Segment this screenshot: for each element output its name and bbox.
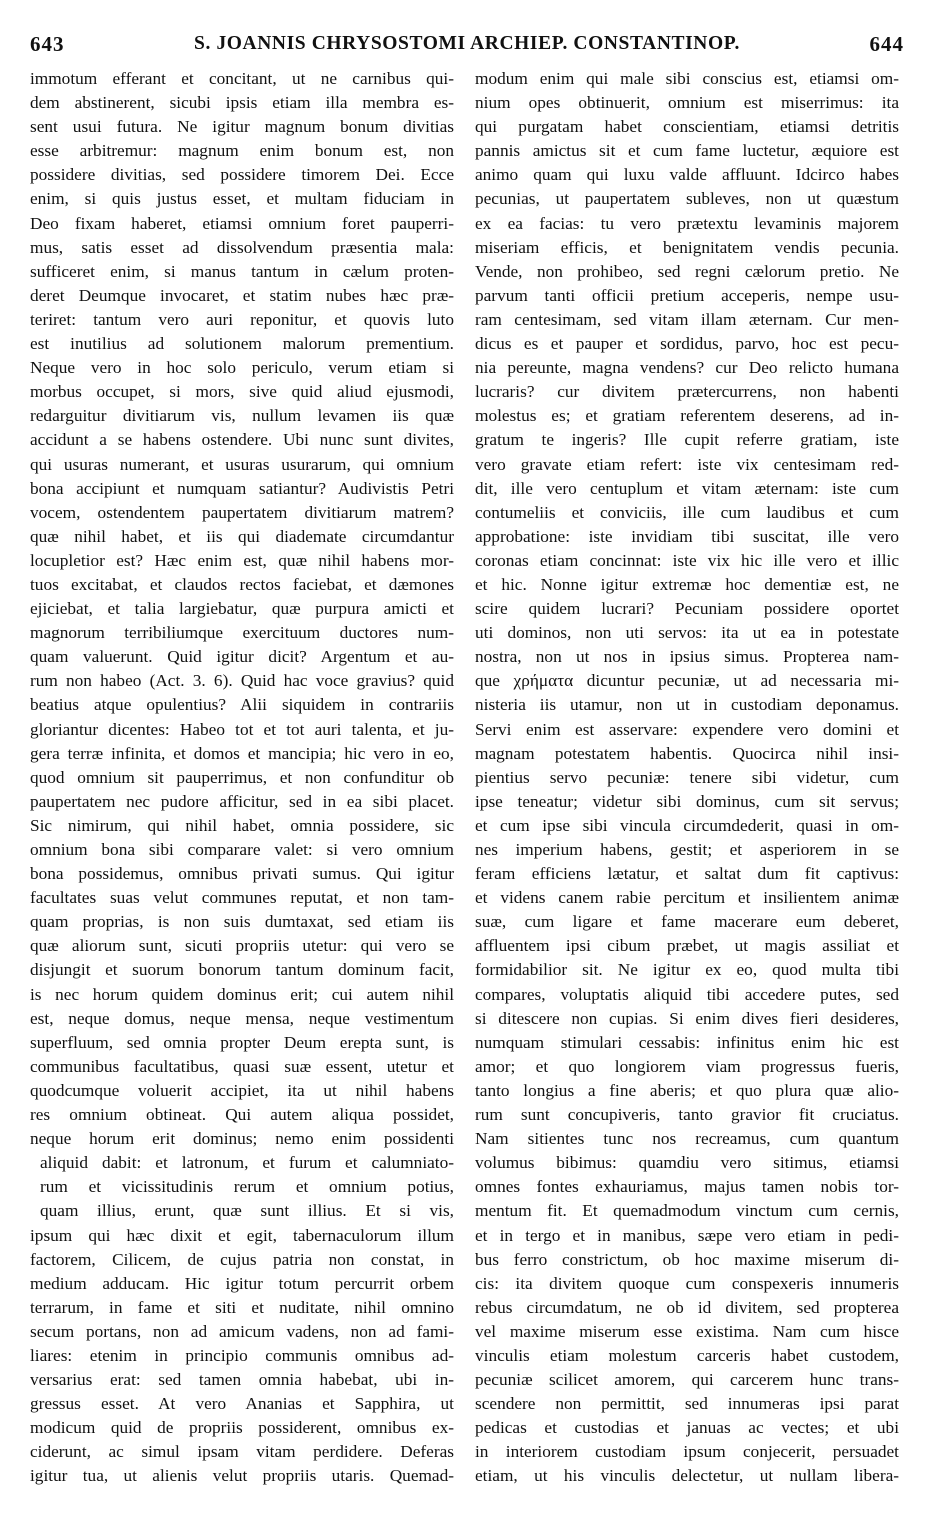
text-line: dicus es et pauper et sordidus, parvo, hoc est pecu- [475,334,899,354]
text-line: numquam stimulari cessabis: infinitus enim hic est [475,1032,899,1052]
text-line: res omnium obtineat. Qui autem aliqua possidet, [30,1105,454,1125]
left-text-column [30,67,454,1527]
text-line: liares: etenim in principio communis omnibus ad- [30,1345,454,1365]
text-line: ipsum qui hæc dixit et egit, tabernaculorum illum [30,1225,454,1245]
text-line: coronas etiam concinnat: iste vix hic ille vero et illic [475,550,899,570]
text-line: sent usui futura. Ne igitur magnum bonum divitias [30,117,454,137]
text-line: modicum quid de propriis possiderent, omnibus ex- [30,1418,454,1438]
text-line: possidere divitias, sed possidere timorem Dei. Ecce [30,165,454,185]
text-line: rum non habeo (Act. 3. 6). Quid hac voce gravius? quid [30,671,454,691]
text-line: si ditescere non cupias. Si enim dives fieri desideres, [475,1008,899,1028]
text-line: suæ, cum ligare et fame macerare eum deberet, [475,912,899,932]
text-line: sufficeret enim, si manus tantum in cælum proten- [30,261,454,281]
text-line: gressus esset. At vero Ananias et Sapphira, ut [30,1394,454,1414]
text-line: enim, si quis justus esset, et multam fiduciam in [30,189,454,209]
text-line: aliquid dabit: et latronum, et furum et calumniato- [40,1153,454,1173]
text-line: vinculis etiam molestum carceris habet custodem, [475,1345,899,1365]
text-line: et cum ipse sibi vincula circumdederit, quasi in om- [475,815,899,835]
text-line: rum sunt concupiveris, tanto gravior fit cruciatus. [475,1105,899,1125]
text-line: disjungit et suorum bonorum tantum dominum facit, [30,960,454,980]
text-line: contumeliis et conviciis, ille cum laudibus et cum [475,502,899,522]
text-line: accidunt a se habens ostendere. Ubi nunc sunt divites, [30,430,454,450]
text-line: is nec horum quidem dominus erit; cui autem nihil [30,984,454,1004]
text-line: qui usuras numerant, et usuras usurarum, qui omnium [30,454,454,474]
page-number-right: 644 [869,32,904,56]
text-line: que χρήματα dicuntur pecuniæ, ut ad necessaria mi- [475,671,899,691]
text-line: mus, satis esset ad dissolvendum præsentia mala: [30,237,454,257]
text-line: Neque vero in hoc solo periculo, verum etiam si [30,358,454,378]
page-number-left: 643 [30,32,65,56]
text-line: beatius atque opulentius? Alii siquidem in contrariis [30,695,454,715]
text-line: magnorum terribiliumque exercituum ductores num- [30,623,454,643]
text-line: feram efficiens lætatur, et saltat dum fit captivus: [475,864,899,884]
text-line: pecunias, ut paupertatem subleves, non ut quæstum [475,189,899,209]
text-line: medium adducam. Hic igitur totum percurrit orbem [30,1273,454,1293]
text-line: scendere non permittit, sed innumeras ipsi parat [475,1394,899,1414]
text-line: gratum te ingeris? Ille cupit referre gratiam, iste [475,430,899,450]
text-line: et hic. Nonne igitur extremæ hoc dementiæ est, ne [475,574,899,594]
text-line: ex ea facias: tu vero prætextu levaminis majorem [475,213,899,233]
text-line: et videns canem rabie percitum et insilientem animæ [475,888,899,908]
text-line: pecuniæ scilicet amorem, qui carcerem hunc trans- [475,1370,899,1390]
text-line: dem abstinerent, sicubi ipsis etiam illa membra es- [30,93,454,113]
text-line: nes imperium habens, gestit; et asperiorem in se [475,840,899,859]
text-line: compares, voluptatis aliquid tibi accedere putes, sed [475,984,899,1004]
text-line: lucraris? cur divitem prætercurrens, non habenti [475,382,899,402]
text-line: ejiciebat, et talia largiebatur, quæ purpura amicti et [30,599,454,619]
text-line: vocem, ostendentem paupertatem divitiarum matrem? [30,502,454,522]
text-line: igitur tua, ut alienis velut propriis utaris. Quemad- [30,1466,454,1486]
text-line: versarius erat: sed tamen omnia habebat, ubi in- [30,1370,454,1390]
text-line: cis: ita divitem quoque cum conspexeris innumeris [475,1273,899,1293]
text-line: et in tergo et in manibus, sæpe vero etiam in pedi- [475,1225,899,1245]
text-line: formidabilior sit. Ne igitur ex eo, quod multa tibi [475,960,899,980]
text-line: quam proprias, is non suis dumtaxat, sed etiam iis [30,912,454,932]
text-line: quod omnium sit pauperrimus, et non confunditur ob [30,767,454,787]
text-line: gloriantur dicentes: Habeo tot et tot auri talenta, et ju- [30,719,454,739]
text-line: rum et vicissitudinis rerum et omnium potius, [40,1177,454,1197]
text-line: approbatione: iste invidiam tibi suscitat, ille vero [475,526,899,546]
text-line: parvum tanti officii pretium acceperis, nempe usu- [475,285,899,305]
text-line: Servi enim est asservare: expendere vero domini et [475,719,899,739]
text-line: esse arbitremur: magnum enim bonum est, non [30,141,454,161]
text-line: Sic nimirum, qui nihil habet, omnia possidere, sic [30,815,454,835]
text-line: bona accipiunt et numquam satiantur? Audivistis Petri [30,478,454,498]
text-line: mentum fit. Et quemadmodum vinctum cum cernis, [475,1201,899,1221]
text-line: in interiorem custodiam ipsum conjecerit, persuadet [475,1442,899,1462]
text-line: deret Deumque invocaret, et statim nubes hæc præ- [30,285,454,305]
text-line: teriret: tantum vero auri reponitur, et quovis luto [30,309,454,329]
text-line: amor; et quo longiorem viam progressus fueris, [475,1056,899,1076]
text-line: quodcumque voluerit accipiet, ita ut nihil habens [30,1080,454,1100]
text-line: terrarum, in fame et siti et nuditate, nihil omnino [30,1297,454,1317]
text-line: affluentem ipsi cibum præbet, ut magis assiliat et [475,936,899,956]
text-line: omnium bona sibi comparare valet: si vero omnium [30,840,454,859]
text-line: etiam, ut his vinculis delectetur, ut nullam libera- [475,1466,899,1486]
text-line: locupletior est? Hæc enim est, quæ nihil habens mor- [30,550,454,570]
text-line: est inutilius ad solutionem malorum prementium. [30,334,454,354]
running-title: S. JOANNIS CHRYSOSTOMI ARCHIEP. CONSTANTINOP. [194,33,740,54]
text-line: pedicas et custodias et januas ac vectes; et ubi [475,1418,899,1438]
text-line: tuos excitabat, et claudos rectos faciebat, et dæmones [30,574,454,594]
text-line: est, neque domus, neque mensa, neque vestimentum [30,1008,454,1028]
text-line: paupertatem nec pudore afficitur, sed in ea sibi placet. [30,791,454,811]
text-line: quæ nihil habet, et iis qui diademate circumdantur [30,526,454,546]
text-line: morbus occupet, si mors, sive quid aliud ejusmodi, [30,382,454,402]
text-line: pannis amictus sit et cum fame luctetur, æquiore est [475,141,899,161]
text-line: secum portans, non ad amicum vadens, non ad fami- [30,1321,454,1341]
text-line: Vende, non prohibeo, sed regni cælorum pretio. Ne [475,261,899,281]
text-line: quam illius, erunt, quæ sunt illius. Et si vis, [40,1201,454,1221]
text-line: magnam potestatem habentis. Quocirca nihil insi- [475,743,899,763]
text-line: neque horum erit dominus; nemo enim possidenti [30,1129,454,1149]
text-line: pientius servo pecuniæ: tenere sibi videtur, cum [475,767,899,787]
text-line: omnes fontes exhauriamus, majus tamen nobis tor- [475,1177,899,1197]
text-line: Deo fixam haberet, etiamsi omnium foret pauperri- [30,213,454,233]
text-line: vero gravate etiam refert: iste vix centesimam red- [475,454,899,474]
text-line: molestus es; et gratiam referentem deserens, ad in- [475,406,899,426]
text-line: quam valuerunt. Quid igitur dicit? Argentum et au- [30,647,454,667]
text-line: miseriam efficis, et benignitatem vendis pecunia. [475,237,899,257]
text-line: rebus circumdatum, ne ob id divitem, sed propterea [475,1297,899,1317]
text-line: scire quidem lucrari? Pecuniam possidere oportet [475,599,899,619]
text-line: bus ferro constrictum, ob hoc maxime miserum di- [475,1249,899,1269]
text-line: superfluum, sed omnia propter Deum erepta sunt, is [30,1032,454,1052]
text-line: nisteria iis utamur, non ut in custodiam deponamus. [475,695,899,715]
text-line: redarguitur divitiarum vis, nullum levamen iis quæ [30,406,454,426]
text-line: nium opes obtinuerit, omnium est miserrimus: ita [475,93,899,113]
text-line: qui purgatam habet conscientiam, etiamsi detritis [475,117,899,137]
running-header [30,32,904,62]
text-line: uti dominos, non uti servos: ita ut ea in potestate [475,623,899,643]
text-line: quæ aliorum sunt, sicuti propriis utetur: qui vero se [30,936,454,956]
text-line: communibus facultatibus, quasi suæ essent, utetur et [30,1056,454,1076]
text-line: ipse teneatur; videtur sibi dominus, cum sit servus; [475,791,899,811]
text-line: ciderunt, ac simul ipsam vitam perdidere. Deferas [30,1442,454,1462]
text-line: ram centesimam, sed vitam illam æternam. Cur men- [475,309,899,329]
text-line: volumus bibimus: quamdiu vero sitimus, etiamsi [475,1153,899,1173]
text-line: immotum efferant et concitant, ut ne carnibus qui- [30,69,454,88]
right-text-column [475,67,899,1527]
text-line: animo quam qui luxu valde affluunt. Idcirco habes [475,165,899,185]
text-line: dit, ille vero centuplum et vitam æternam: iste cum [475,478,899,498]
text-line: modum enim qui male sibi conscius est, etiamsi om- [475,69,899,88]
text-line: nia pereunte, magna vendens? cur Deo relicto humana [475,358,899,378]
text-line: factorem, Cilicem, de cujus patria non constat, in [30,1249,454,1269]
text-line: gera terræ infinita, et domos et mancipia; hic vero in eo, [30,743,454,763]
text-line: facultates suas velut communes reputat, et non tam- [30,888,454,908]
text-line: vel maxime miserum esse existima. Nam cum hisce [475,1321,899,1341]
text-line: bona possidemus, omnibus privati sumus. Qui igitur [30,864,454,884]
text-line: nostra, non ut nos in ipsius simus. Propterea nam- [475,647,899,667]
text-line: tanto longius a fine aberis; et quo plura quæ alio- [475,1080,899,1100]
text-line: Nam sitientes tunc nos recreamus, cum quantum [475,1129,899,1149]
